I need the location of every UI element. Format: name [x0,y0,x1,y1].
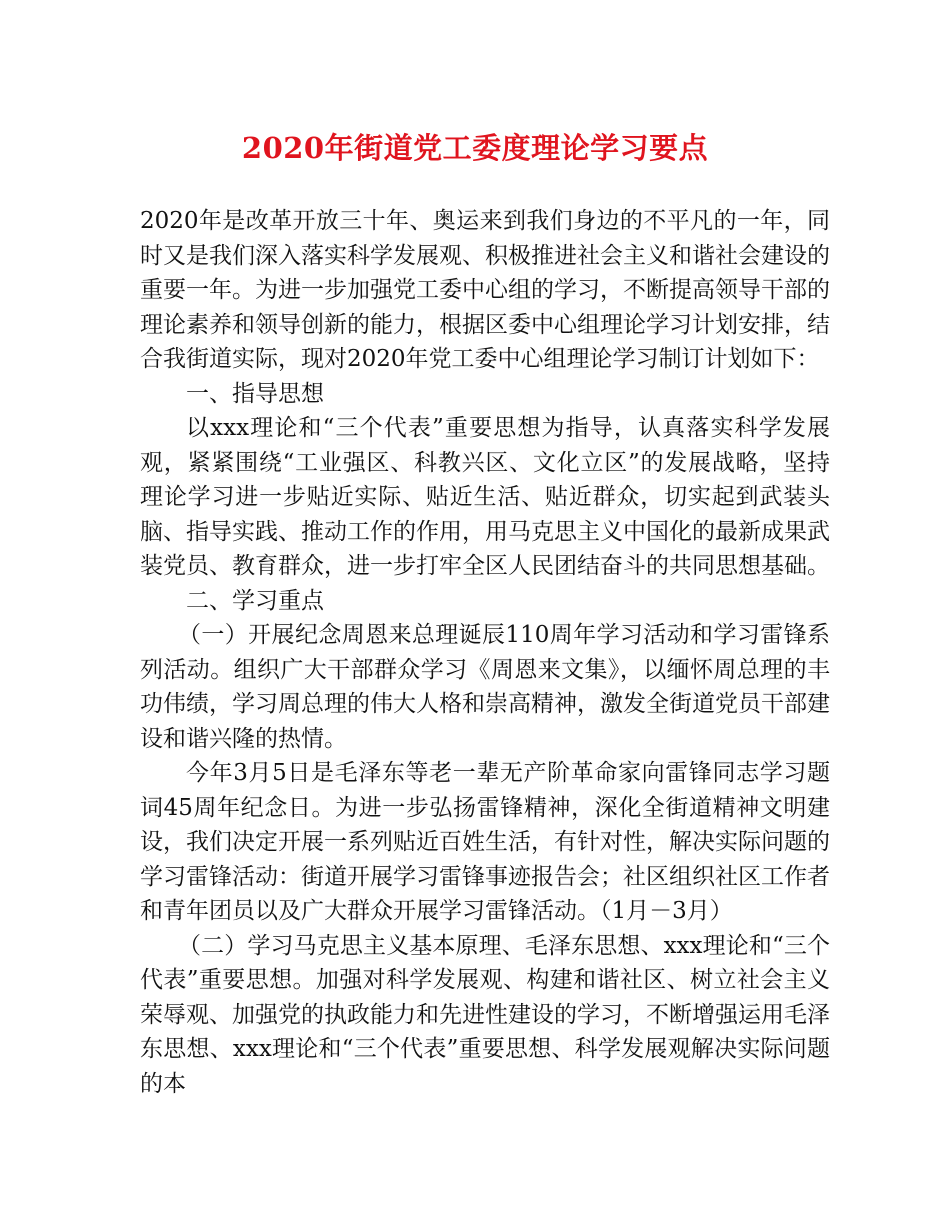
section-heading-guiding-ideology: 一、指导思想 [186,380,324,407]
lei-feng-paragraph: 今年3月5日是毛泽东等老一辈无产阶革命家向雷锋同志学习题词45周年纪念日。为进一步弘扬雷锋精神，深化全街道精神文明建设，我们决定开展一系列贴近百姓生活，有针对性，解决实际问题的学习雷锋活动：街道开展学习雷锋事迹报告会；社区组织社区工作者和青年团员以及广大群众开展学习雷锋活动。（1月－3月） [140,760,830,924]
study-focus-item-2: （二）学习马克思主义基本原理、毛泽东思想、xxx理论和“三个代表”重要思想。加强对科学发展观、构建和谐社区、树立社会主义荣辱观、加强党的执政能力和先进性建设的学习，不断增强运用毛泽东思想、xxx理论和“三个代表”重要思想、科学发展观解决实际问题的本 [140,932,830,1097]
document-body [140,204,830,1101]
document-title: 2020年街道党工委度理论学习要点 [241,131,709,165]
study-focus-item-1: （一）开展纪念周恩来总理诞辰110周年学习活动和学习雷锋系列活动。组织广大干部群众学习《周恩来文集》，以缅怀周总理的丰功伟绩，学习周总理的伟大人格和崇高精神，激发全街道党员干部建设和谐兴隆的热情。 [140,622,830,752]
intro-paragraph: 2020年是改革开放三十年、奥运来到我们身边的不平凡的一年，同时又是我们深入落实科学发展观、积极推进社会主义和谐社会建设的重要一年。为进一步加强党工委中心组的学习，不断提高领导干部的理论素养和领导创新的能力，根据区委中心组理论学习计划安排，结合我街道实际，现对2020年党工委中心组理论学习制订计划如下： [140,208,830,372]
guiding-ideology-paragraph: 以xxx理论和“三个代表”重要思想为指导，认真落实科学发展观，紧紧围绕“工业强区、科教兴区、文化立区”的发展战略，坚持理论学习进一步贴近实际、贴近生活、贴近群众，切实起到武装头脑、指导实践、推动工作的作用，用马克思主义中国化的最新成果武装党员、教育群众，进一步打牢全区人民团结奋斗的共同思想基础。 [140,415,830,579]
section-heading-study-focus: 二、学习重点 [186,587,324,614]
